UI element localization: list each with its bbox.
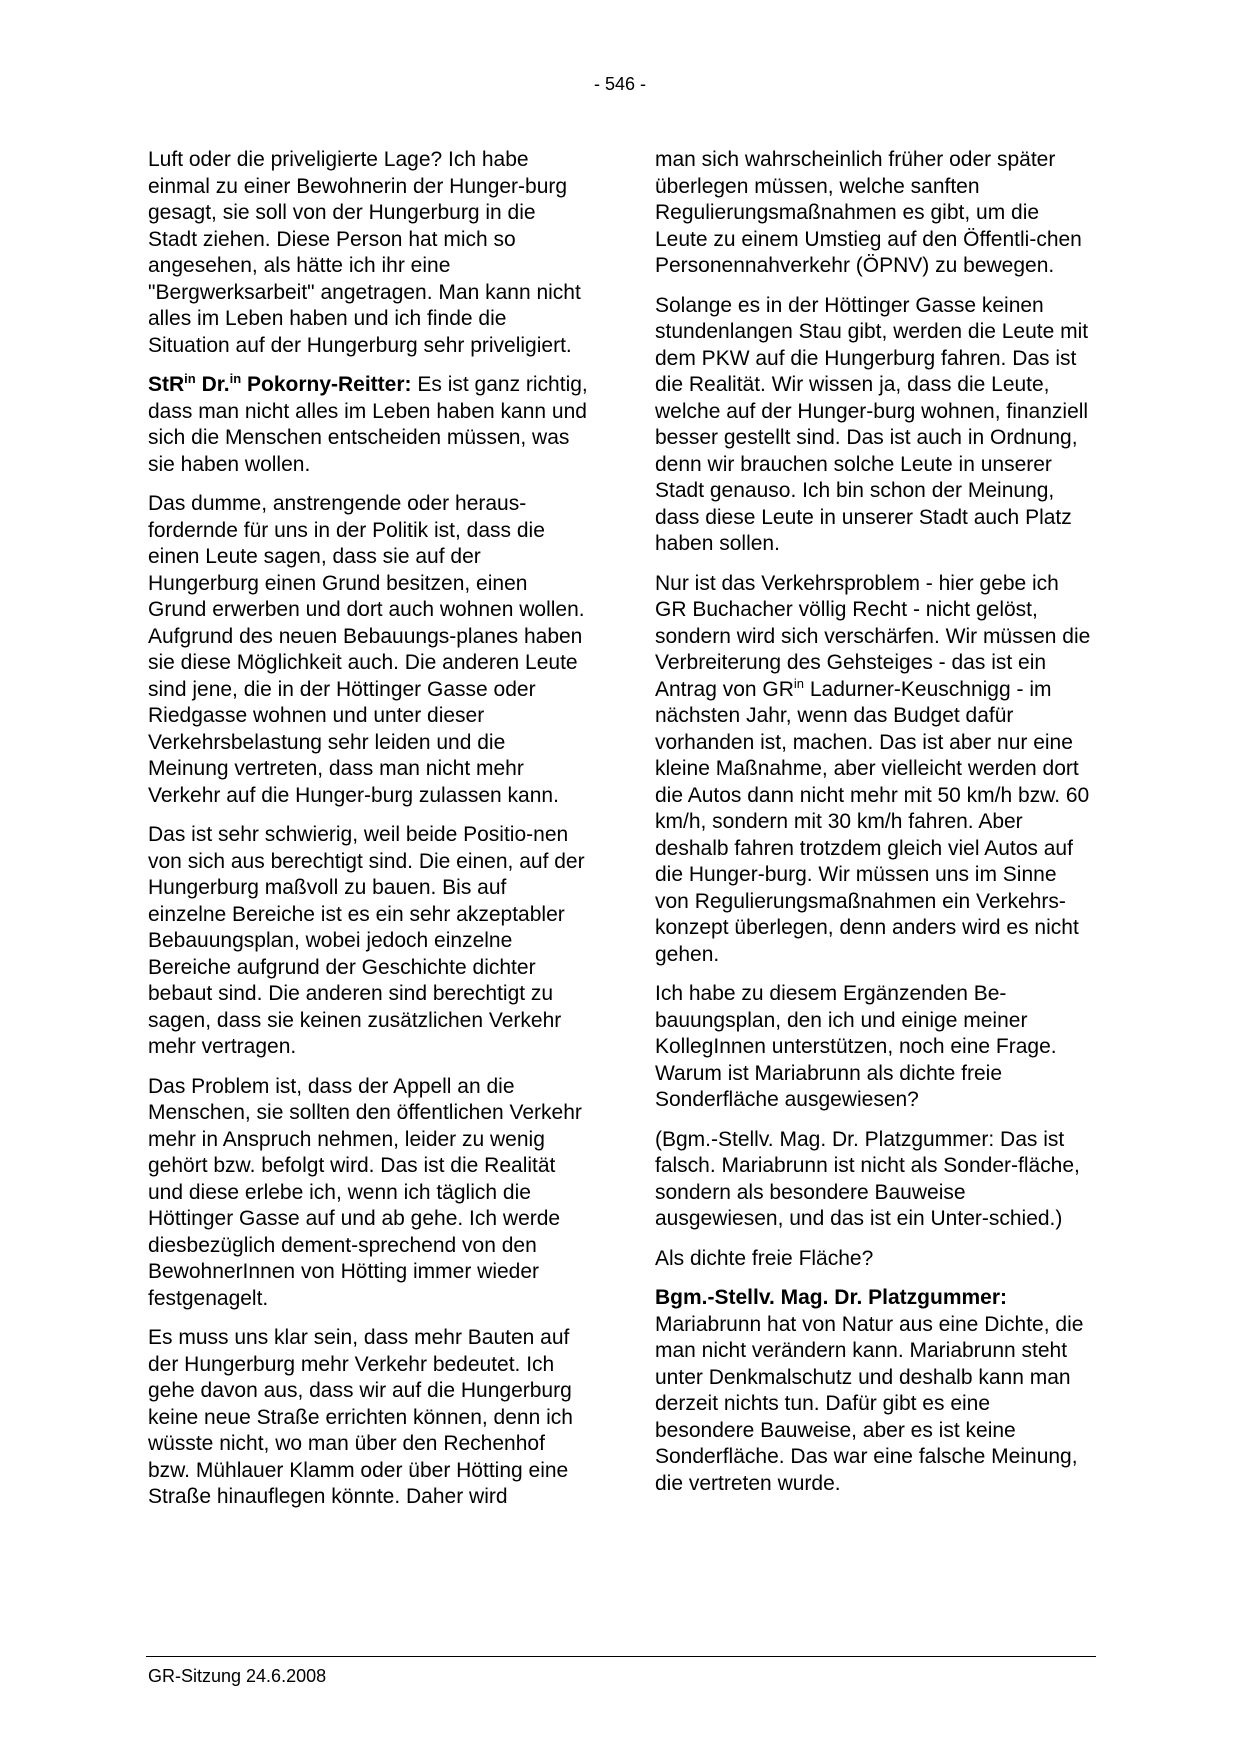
- paragraph: Das ist sehr schwierig, weil beide Positio-nen von sich aus berechtigt sind. Die einen, auf der Hungerburg maßvoll zu bauen. Bis auf einzelne Bereiche ist es ein sehr akzeptabler Bebauungsplan, wobei jedoch einzelne Bereiche aufgrund der Geschichte dichter bebaut sind. Die anderen sind berechtigt zu sagen, dass sie keinen zusätzlichen Verkehr mehr vertragen.: [148, 823, 585, 1058]
- paragraph: Ich habe zu diesem Ergänzenden Be-bauungsplan, den ich und einige meiner KollegInnen unterstützen, noch eine Frage. Warum ist Mariabrunn als dichte freie Sonderfläche ausgewiesen?: [655, 982, 1057, 1111]
- footer-divider: [146, 1656, 1096, 1657]
- speaker-surname: Pokorny-Reitter:: [241, 373, 412, 396]
- paragraph: man sich wahrscheinlich früher oder später überlegen müssen, welche sanften Regulierungsmaßnahmen es gibt, um die Leute zu einem Umstieg auf den Öffentli-chen Personennahverkehr (ÖPNV) zu bewegen.: [655, 148, 1082, 277]
- paragraph-text: Nur ist das Verkehrsproblem - hier gebe ich GR Buchacher völlig Recht - nicht gelöst, sondern wird sich verschärfen. Wir müssen die Verbreiterung des Gehsteiges - das ist ein Antrag von GR: [655, 571, 1091, 701]
- page-number: - 546 -: [593, 74, 647, 94]
- paragraph: [655, 571, 1095, 969]
- right-column: [655, 147, 1095, 1510]
- interjection: (Bgm.-Stellv. Mag. Dr. Platzgummer: Das ist falsch. Mariabrunn ist nicht als Sonder-fläche, sondern als besondere Bauweise ausgewiesen, und das ist ein Unter-schied.): [655, 1127, 1080, 1230]
- speaker-name: Bgm.-Stellv. Mag. Dr. Platzgummer:: [655, 1286, 1008, 1309]
- paragraph: Luft oder die priveligierte Lage? Ich habe einmal zu einer Bewohnerin der Hunger-burg gesagt, sie soll von der Hungerburg in die Stadt ziehen. Diese Person hat mich so angesehen, als hätte ich ihr eine "Bergwerksarbeit" angetragen. Man kann nicht alles im Leben haben und ich finde die Situation auf der Hungerburg sehr priveligiert.: [148, 148, 581, 357]
- speaker-name: [148, 373, 412, 396]
- footer-session-date: GR-Sitzung 24.6.2008: [148, 1666, 327, 1686]
- speaker-degree: Dr.: [195, 373, 230, 396]
- paragraph: Das Problem ist, dass der Appell an die Menschen, sie sollten den öffentlichen Verkehr mehr in Anspruch nehmen, leider zu wenig gehört bzw. befolgt wird. Das ist die Realität und diese erlebe ich, wenn ich täglich die Höttinger Gasse auf und ab gehe. Ich werde diesbezüglich dement-sprechend von den BewohnerInnen von Hötting immer wieder festgenagelt.: [148, 1074, 582, 1310]
- gender-suffix: in: [184, 371, 196, 386]
- speech-text: Mariabrunn hat von Natur aus eine Dichte, die man nicht verändern kann. Mariabrunn steht unter Denkmalschutz und deshalb kann man derzeit nichts tun. Dafür gibt es eine besondere Bauweise, aber es ist keine Sonderfläche. Das war eine falsche Meinung, die vertreten wurde.: [655, 1312, 1084, 1495]
- gender-suffix: in: [229, 371, 242, 386]
- paragraph-text: Ladurner-Keuschnigg - im nächsten Jahr, wenn das Budget dafür vorhanden ist, machen. Das ist aber nur eine kleine Maßnahme, aber vielleicht werden dort die Autos dann nicht mehr mit 50 km/h bzw. 60 km/h, sondern mit 30 km/h fahren. Aber deshalb fahren trotzdem gleich viel Autos auf die Hunger-burg. Wir müssen uns im Sinne von Regulierungsmaßnahmen ein Verkehrs-konzept überlegen, denn anders wird es nicht gehen.: [655, 677, 1090, 966]
- paragraph: Es muss uns klar sein, dass mehr Bauten auf der Hungerburg mehr Verkehr bedeutet. Ich gehe davon aus, dass wir auf die Hungerburg keine neue Straße errichten können, denn ich wüsste nicht, wo man über den Rechenhof bzw. Mühlauer Klamm oder über Hötting eine Straße hinauflegen könnte. Daher wird: [148, 1326, 573, 1508]
- paragraph: Das dumme, anstrengende oder heraus-fordernde für uns in der Politik ist, dass die einen Leute sagen, dass sie auf der Hungerburg einen Grund besitzen, einen Grund erwerben und dort auch wohnen wollen. Aufgrund des neuen Bebauungs-planes haben sie diese Möglichkeit auch. Die anderen Leute sind jene, die in der Höttinger Gasse oder Riedgasse wohnen und unter dieser Verkehrsbelastung sehr leiden und die Meinung vertreten, dass man nicht mehr Verkehr auf die Hunger-burg zulassen kann.: [148, 492, 585, 807]
- speaker-paragraph: [655, 1285, 1095, 1497]
- gender-suffix: in: [793, 675, 805, 691]
- speaker-paragraph: [148, 372, 588, 478]
- speaker-title: StR: [148, 373, 185, 396]
- paragraph: Solange es in der Höttinger Gasse keinen stundenlangen Stau gibt, werden die Leute mit dem PKW auf die Hungerburg fahren. Das ist die Realität. Wir wissen ja, dass die Leute, welche auf der Hunger-burg wohnen, finanziell besser gestellt sind. Das ist auch in Ordnung, denn wir brauchen solche Leute in unserer Stadt genauso. Ich bin schon der Meinung, dass diese Leute in unserer Stadt auch Platz haben sollen.: [655, 293, 1089, 555]
- left-column: [148, 147, 588, 1524]
- paragraph: Als dichte freie Fläche?: [655, 1246, 874, 1270]
- speech-text: Es ist ganz richtig, dass man nicht alles im Leben haben kann und sich die Menschen entscheiden müssen, was sie haben wollen.: [148, 373, 588, 476]
